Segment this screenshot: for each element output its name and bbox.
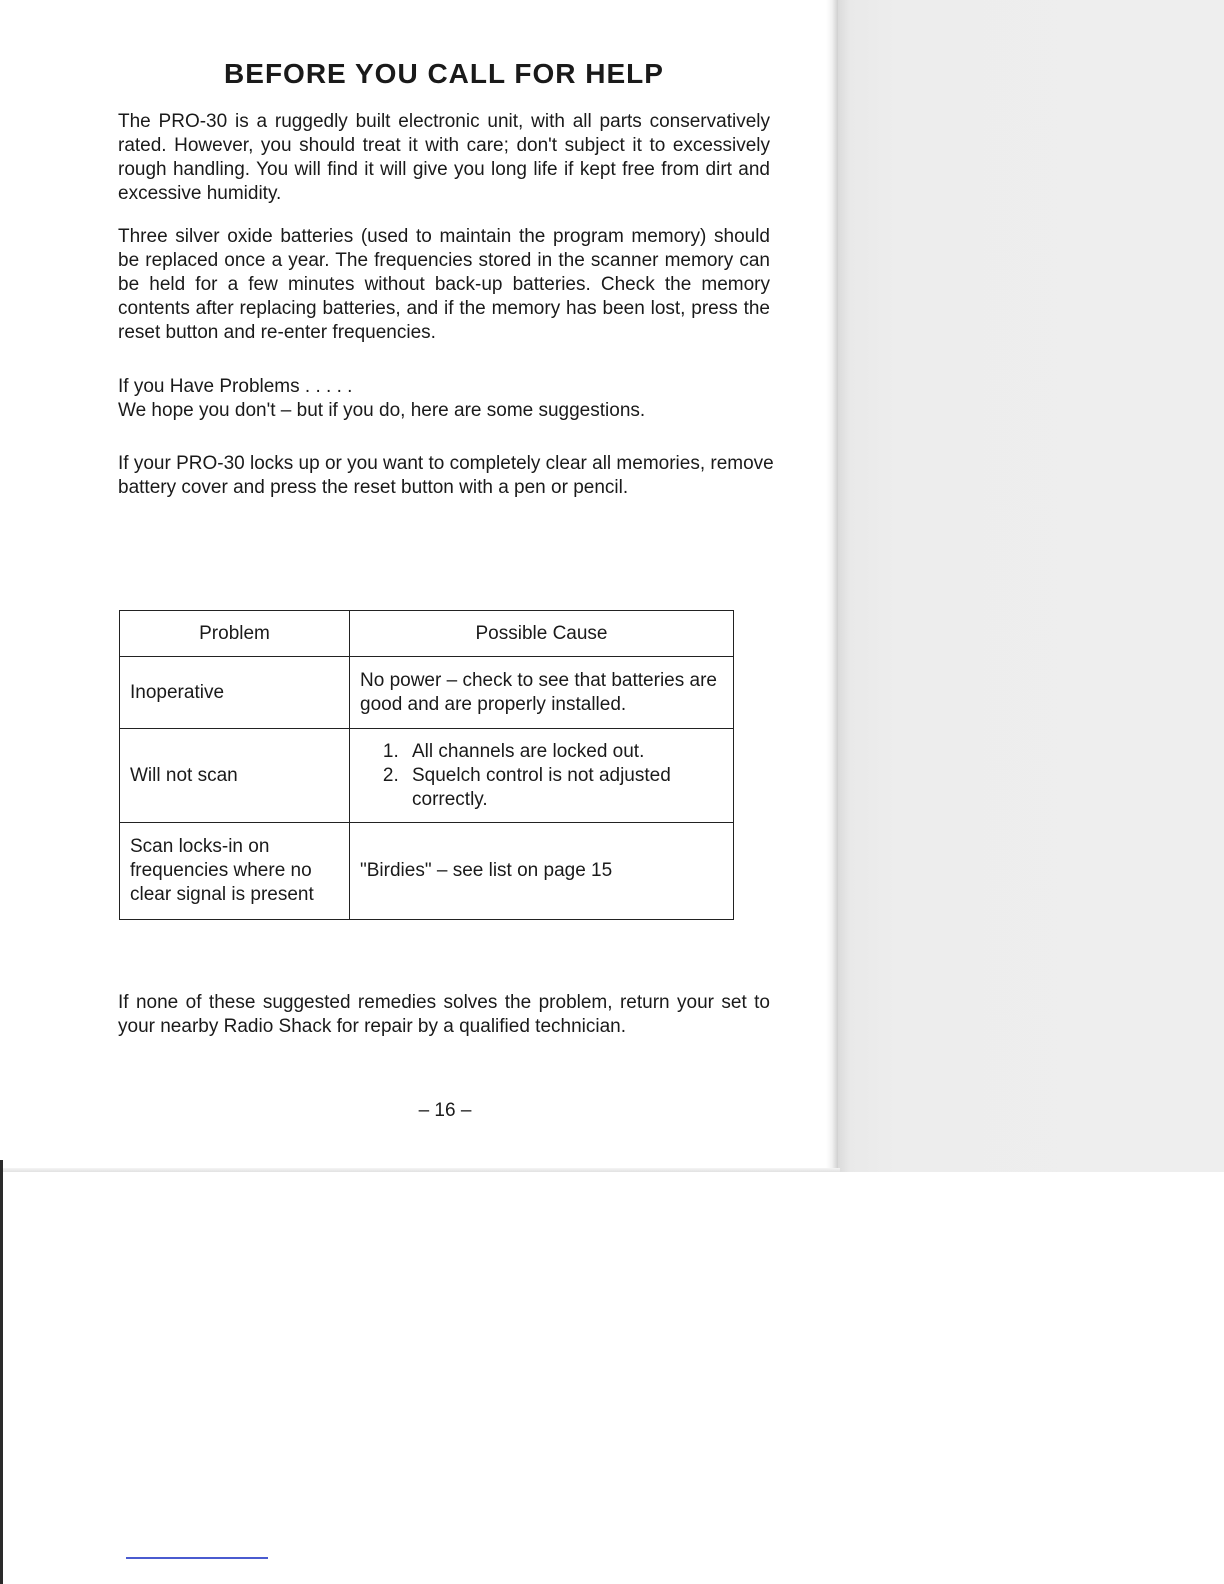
cause-list-item: 1. All channels are locked out.: [404, 740, 723, 764]
problem-cell: Scan locks-in on frequencies where no clear signal is present: [120, 823, 350, 920]
troubleshooting-table: [119, 610, 734, 920]
problem-cell: Will not scan: [120, 729, 350, 823]
page-number: – 16 –: [418, 1100, 472, 1121]
problem-cell: Inoperative: [120, 657, 350, 729]
intro-paragraph-2: Three silver oxide batteries (used to maintain the program memory) should be replaced once a year. The frequencies stored in the scanner memory can be held for a few minutes without back-up batteries. Check the memory contents after replacing batteries, and if the memory has been lost, press the reset button and re-enter frequencies.: [118, 226, 770, 343]
table-row: [120, 823, 734, 920]
cause-cell: [350, 729, 734, 823]
header-problem: Problem: [120, 611, 350, 657]
problems-heading: If you Have Problems . . . . .: [118, 376, 353, 397]
problems-intro: We hope you don't – but if you do, here are some suggestions.: [118, 400, 646, 421]
page-title: BEFORE YOU CALL FOR HELP: [224, 58, 664, 89]
closing-paragraph: If none of these suggested remedies solves the problem, return your set to your nearby Radio Shack for repair by a qualified technician.: [118, 992, 770, 1037]
cause-cell: No power – check to see that batteries are good and are properly installed.: [350, 657, 734, 729]
table-row: [120, 657, 734, 729]
cause-list: [360, 740, 723, 812]
page-bottom-edge: [0, 1168, 840, 1172]
table-row: [120, 729, 734, 823]
intro-paragraph-1: The PRO-30 is a ruggedly built electronic unit, with all parts conservatively rated. However, you should treat it with care; don't subject it to excessively rough handling. You will find it will give you long life if kept free from dirt and excessive humidity.: [118, 111, 770, 204]
header-possible-cause: Possible Cause: [350, 611, 734, 657]
table-header-row: [120, 611, 734, 657]
cause-list-item: 2. Squelch control is not adjusted correctly.: [404, 764, 723, 812]
page-edge-shadow: [826, 0, 838, 1172]
cause-cell: "Birdies" – see list on page 15: [350, 823, 734, 920]
scan-artifact-line: [126, 1557, 268, 1559]
scan-left-edge: [0, 1160, 3, 1584]
scanner-background: [836, 0, 1224, 1172]
reset-note: If your PRO-30 locks up or you want to completely clear all memories, remove battery cover and press the reset button with a pen or pencil.: [118, 453, 774, 498]
